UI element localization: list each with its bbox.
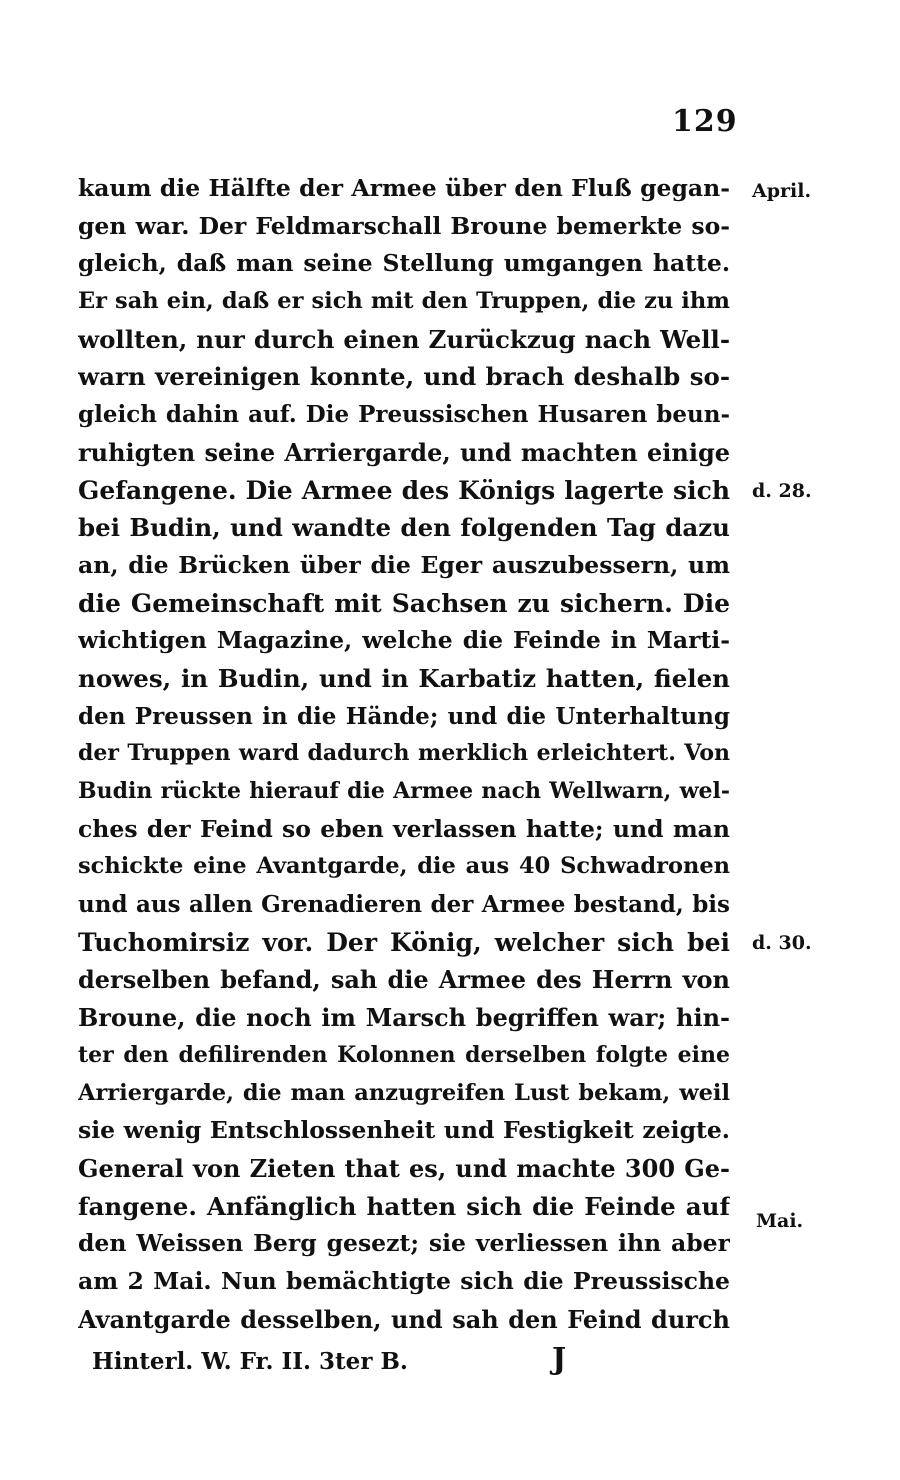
text-line: ches der Feind so eben verlassen hatte; und man xyxy=(78,814,730,843)
text-line: Broune, die noch im Marsch begriffen war; hin- xyxy=(78,1003,730,1033)
text-line: nowes, in Budin, und in Karbatiz hatten, fielen xyxy=(78,663,730,693)
text-line: General von Zieten that es, und machte 300 Ge- xyxy=(78,1153,730,1183)
text-line: Arriergarde, die man anzugreifen Lust bekam, weil xyxy=(78,1079,730,1106)
text-line: den Preussen in die Hände; und die Unterhaltung xyxy=(78,702,730,730)
text-line: derselben befand, sah die Armee des Herrn von xyxy=(78,965,730,995)
text-line: und aus allen Grenadieren der Armee bestand, bis xyxy=(78,891,730,919)
text-line: Tuchomirsiz vor. Der König, welcher sich bei xyxy=(78,927,730,957)
text-line: am 2 Mai. Nun bemächtigte sich die Preussische xyxy=(78,1266,730,1295)
text-line: wollten, nur durch einen Zurückzug nach Well- xyxy=(78,324,730,354)
page-number: 129 xyxy=(672,104,738,139)
text-line: ruhigten seine Arriergarde, und machten einige xyxy=(78,437,730,467)
text-line: Gefangene. Die Armee des Königs lagerte sich xyxy=(78,475,730,505)
margin-note-april: April. xyxy=(752,180,812,202)
margin-note-mai: Mai. xyxy=(756,1210,804,1232)
text-line: an, die Brücken über die Eger auszubessern, um xyxy=(78,550,730,579)
text-line: gleich dahin auf. Die Preussischen Husaren beun- xyxy=(78,401,730,429)
footer-signature: Hinterl. W. Fr. II. 3ter B. xyxy=(92,1348,408,1375)
text-line: den Weissen Berg gesezt; sie verliessen ihn aber xyxy=(78,1229,730,1258)
margin-note-d30: d. 30. xyxy=(752,932,812,954)
text-line: schickte eine Avantgarde, die aus 40 Schwadronen xyxy=(78,853,730,880)
text-line: wichtigen Magazine, welche die Feinde in Marti- xyxy=(78,626,730,655)
text-line: Avantgarde desselben, und sah den Feind durch xyxy=(78,1304,730,1334)
text-line: fangene. Anfänglich hatten sich die Feinde auf xyxy=(78,1191,730,1221)
text-line: ter den defilirenden Kolonnen derselben folgte eine xyxy=(78,1041,730,1068)
margin-note-d28: d. 28. xyxy=(752,480,812,502)
text-line: warn vereinigen konnte, und brach deshalb so- xyxy=(78,362,730,392)
body-text xyxy=(78,170,730,1338)
text-line: gleich, daß man seine Stellung umgangen hatte. xyxy=(78,249,730,278)
text-line: gen war. Der Feldmarschall Broune bemerkte so- xyxy=(78,211,730,240)
text-line: sie wenig Entschlossenheit und Festigkeit zeigte. xyxy=(78,1116,730,1145)
text-line: die Gemeinschaft mit Sachsen zu sichern. Die xyxy=(78,588,730,618)
text-line: kaum die Hälfte der Armee über den Fluß gegan- xyxy=(78,174,730,202)
text-line: Er sah ein, daß er sich mit den Truppen, die zu ihm xyxy=(78,288,730,315)
footer-sheet-mark: J xyxy=(552,1342,567,1377)
text-line: bei Budin, und wandte den folgenden Tag dazu xyxy=(78,513,730,543)
text-line: der Truppen ward dadurch merklich erleichtert. Von xyxy=(78,740,730,767)
text-line: Budin rückte hierauf die Armee nach Wellwarn, wel- xyxy=(78,778,730,804)
